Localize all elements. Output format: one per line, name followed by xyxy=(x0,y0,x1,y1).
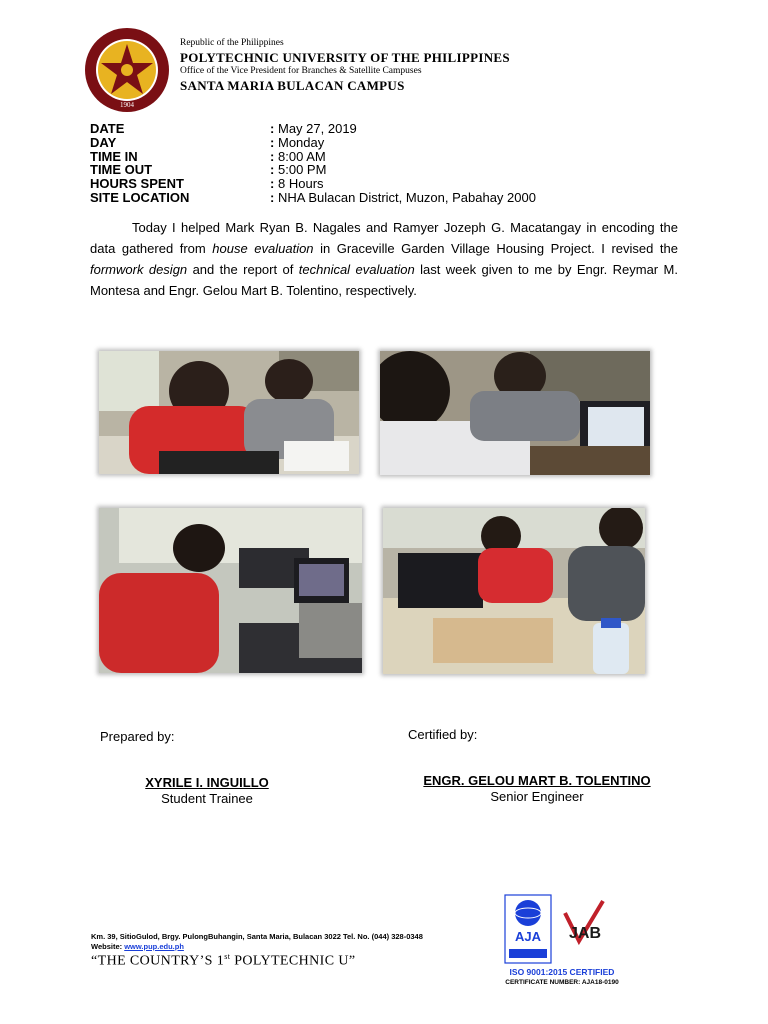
office-line: Office of the Vice President for Branches & Satellite Campuses xyxy=(180,66,422,76)
narrative-paragraph: Today I helped Mark Ryan B. Nagales and Ramyer Jozeph G. Macatangay in encoding the data gathered from house evaluation in Graceville Garden Village Housing Project. I revised the formwork design and the report of technical evaluation last week given to me by Engr. Reymar M. Montesa and Engr. Gelou Mart B. Tolentino, respectively. xyxy=(90,220,678,298)
certifier-signature-block xyxy=(408,773,666,805)
certified-by-label: Certified by: xyxy=(408,727,478,742)
photo-students-encoding-1 xyxy=(99,351,359,474)
campus-name: SANTA MARIA BULACAN CAMPUS xyxy=(180,78,405,93)
info-row: TIME OUT : 5:00 PM xyxy=(90,162,327,178)
info-table xyxy=(90,122,536,205)
certifier-name: ENGR. GELOU MART B. TOLENTINO xyxy=(423,773,651,788)
svg-text:1904: 1904 xyxy=(120,101,134,109)
photo-trainee-at-laptop xyxy=(99,508,362,673)
preparer-title: Student Trainee xyxy=(161,791,253,806)
iso-certified-label: ISO 9001:2015 CERTIFIED xyxy=(509,967,615,977)
certification-logos xyxy=(503,893,621,965)
certificate-number: CERTIFICATE NUMBER: AJA18-0190 xyxy=(505,979,619,986)
preparer-signature-block xyxy=(120,775,294,807)
info-row: TIME IN : 8:00 AM xyxy=(90,148,326,164)
svg-text:AJA: AJA xyxy=(514,929,542,944)
certifier-title: Senior Engineer xyxy=(490,789,584,804)
footer-address: Km. 39, SitioGulod, Brgy. PulongBuhangin, Santa Maria, Bulacan 3022 Tel. No. (044) 328-0348 Website: www.pup.edu.ph xyxy=(91,932,423,951)
photo-students-encoding-2 xyxy=(380,351,650,475)
pup-seal-logo xyxy=(84,27,170,113)
website-link[interactable]: www.pup.edu.ph xyxy=(124,942,184,951)
prepared-by-label: Prepared by: xyxy=(100,729,175,744)
photo-students-at-desk xyxy=(383,508,645,674)
slogan: “THE COUNTRY’S 1st POLYTECHNIC U” xyxy=(91,952,356,969)
info-row: DATE : May 27, 2019 xyxy=(90,121,357,136)
info-row: HOURS SPENT : 8 Hours xyxy=(90,176,324,192)
university-name: POLYTECHNIC UNIVERSITY OF THE PHILIPPINES xyxy=(180,50,510,65)
preparer-name: XYRILE I. INGUILLO xyxy=(145,775,269,790)
svg-text:JAB: JAB xyxy=(568,925,602,942)
country-line: Republic of the Philippines xyxy=(180,38,284,48)
header-text xyxy=(180,38,510,94)
info-row: SITE LOCATION : NHA Bulacan District, Muzon, Pabahay 2000 xyxy=(90,189,536,205)
info-row: DAY : Monday xyxy=(90,134,325,150)
